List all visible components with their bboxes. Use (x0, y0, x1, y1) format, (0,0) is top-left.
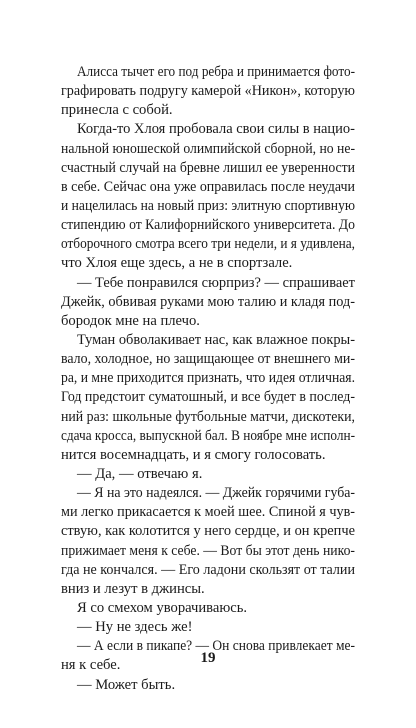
text-line: прижимает меня к себе. — Вот бы этот день нико- (61, 542, 355, 559)
text-line: — А если в пикапе? — Он снова привлекает ме- (77, 638, 355, 655)
text-line: и нацелилась на новый приз: элитную спортивную (61, 197, 355, 214)
text-line: вало, холодное, но защищающее от внешнего ми- (61, 351, 355, 368)
text-line: сдача кросса, выпускной бал. В ноябре мне исполн- (61, 427, 355, 444)
text-line: принесла с собой. (61, 102, 173, 119)
text-line: бородок мне на плечо. (61, 312, 200, 329)
text-line: вниз и лезут в джинсы. (61, 580, 205, 597)
text-line: Когда-то Хлоя пробовала свои силы в нацио- (77, 121, 355, 138)
text-line: гда не кончался. — Его ладони скользят от талии (61, 561, 355, 578)
text-line: в себе. Сейчас она уже оправилась после неудачи (61, 178, 355, 195)
text-line: — Может быть. (77, 676, 176, 693)
text-line: — Я на это надеялся. — Джейк горячими губа- (77, 485, 355, 502)
text-line: — Да, — отвечаю я. (77, 465, 203, 482)
text-line: счастный случай на бревне лишил ее уверенности (61, 159, 355, 176)
text-line: ний раз: школьные футбольные матчи, дискотеки, (61, 408, 355, 425)
text-line: ми легко прикасается к моей шее. Спиной я чув- (61, 504, 355, 521)
text-line: — Тебе понравился сюрприз? — спрашивает (77, 274, 355, 291)
text-line: отборочного смотра всего три недели, и я удивлена, (61, 236, 355, 253)
text-line: — Ну не здесь же! (77, 619, 193, 636)
page-number: 19 (200, 650, 216, 666)
text-line: графировать подругу камерой «Никон», которую (61, 83, 355, 100)
text-line: нится восемнадцать, и я смогу голосовать. (61, 446, 326, 463)
text-line: ня к себе. (61, 657, 121, 674)
text-line: что Хлоя еще здесь, а не в спортзале. (61, 255, 293, 272)
text-line: Джейк, обвивая руками мою талию и кладя под- (61, 293, 355, 310)
text-line: ствую, как колотится у него сердце, и он крепче (61, 523, 355, 540)
text-line: нальной юношеской олимпийской сборной, но не- (61, 140, 355, 157)
text-line: ра, и мне приходится признать, что идея отличная. (61, 370, 355, 387)
text-line: Я со смехом уворачиваюсь. (77, 599, 248, 616)
text-line: Алисса тычет его под ребра и принимается фото- (77, 64, 355, 80)
text-line: Год предстоит суматошный, и все будет в послед- (61, 389, 355, 406)
text-line: Туман обволакивает нас, как влажное покры- (77, 331, 355, 348)
text-line: стипендию от Калифорнийского университета. До (61, 217, 355, 234)
body-text (61, 63, 355, 695)
